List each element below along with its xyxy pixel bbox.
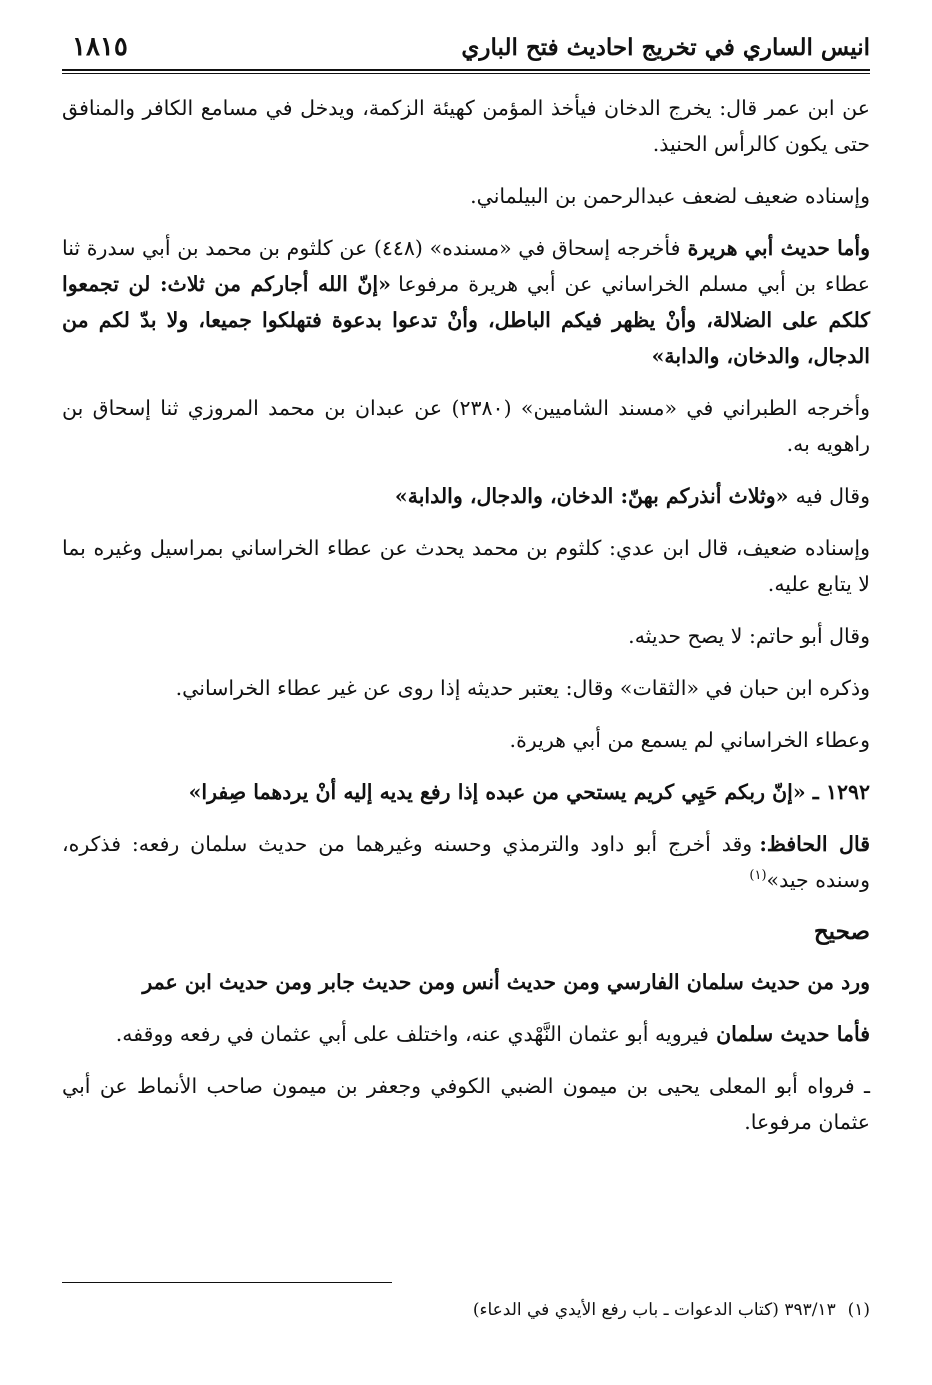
hadith-heading-1292: ١٢٩٢ ـ «إنّ ربكم حَيِي كريم يستحي من عبده إذا رفع يديه إليه أنْ يردهما صِفرا» [188, 780, 870, 804]
paragraph-narrations: ورد من حديث سلمان الفارسي ومن حديث أنس ومن حديث جابر ومن حديث ابن عمر [142, 970, 870, 994]
footnote-reference[interactable]: (١) [749, 868, 767, 884]
paragraph-lead: فأما حديث سلمان [716, 1022, 870, 1046]
paragraph-qala-fihi [62, 478, 870, 514]
paragraph-tabarani: وأخرجه الطبراني في «مسند الشاميين» (٢٣٨٠) عن عبدان بن محمد المروزي ثنا إسحاق بن راهويه به. [62, 396, 871, 456]
header-rule [62, 69, 870, 71]
page [62, 30, 870, 1360]
page-number: ١٨١٥ [72, 32, 128, 62]
main-text [62, 90, 870, 1156]
paragraph-isnad-weak: وإسناده ضعيف لضعف عبدالرحمن بن البيلماني. [470, 184, 870, 208]
paragraph-text: وقد أخرج أبو داود والترمذي وحسنه وغيرهما من حديث سلمان رفعه: فذكره، وسنده جيد» [62, 832, 870, 892]
paragraph-abu-hurayra [62, 230, 870, 374]
book-title: انيس الساري في تخريج احاديث فتح الباري [461, 34, 870, 61]
paragraph-abu-hatim: وقال أبو حاتم: لا يصح حديثه. [628, 624, 870, 648]
paragraph-salman [62, 1016, 870, 1052]
paragraph-lead: قال الحافظ: [759, 832, 870, 856]
paragraph-hafiz [62, 826, 870, 898]
paragraph-lead: وأما حديث أبي هريرة [687, 236, 870, 260]
paragraph-ibn-hibban: وذكره ابن حبان في «الثقات» وقال: يعتبر حديثه إذا روى عن غير عطاء الخراساني. [175, 676, 870, 700]
header-rule-thin [62, 73, 870, 74]
paragraph-ibn-umar: عن ابن عمر قال: يخرج الدخان فيأخذ المؤمن كهيئة الزكمة، ويدخل في مسامع الكافر والمنافق حتى يكون كالرأس الحنيذ. [62, 96, 870, 156]
paragraph-ata: وعطاء الخراساني لم يسمع من أبي هريرة. [509, 728, 870, 752]
section-heading-sahih: صحيح [813, 918, 870, 945]
footnote-marker: (١) [847, 1300, 870, 1320]
running-header [62, 30, 870, 72]
paragraph-text: فأخرجه إسحاق في «مسنده» (٤٤٨) عن كلثوم بن محمد بن أبي سدرة ثنا عطاء بن أبي مسلم الخراساني عن أبي هريرة مرفوعا [62, 236, 870, 296]
paragraph-text: فيرويه أبو عثمان النَّهْدي عنه، واختلف على أبي عثمان في رفعه ووقفه. [115, 1022, 709, 1046]
hadith-quote: «وثلاث أنذركم بهنّ: الدخان، والدجال، والدابة» [394, 484, 789, 508]
hadith-quote: «إنّ الله أجاركم من ثلاث: لن تجمعوا كلكم على الضلالة، وأنْ يظهر فيكم الباطل، وأنْ تدعوا بدعوة فتهلكوا جميعا، ولا بدّ لكم من الدجال، والدخان، والدابة» [62, 272, 870, 368]
paragraph-text: وقال فيه [795, 484, 870, 508]
footnote [62, 1296, 870, 1324]
paragraph-ibn-adi: وإسناده ضعيف، قال ابن عدي: كلثوم بن محمد يحدث عن عطاء الخراساني بمراسيل وغيره بما لا يتابع عليه. [62, 536, 870, 596]
footnote-text: ٣٩٣/١٣ (كتاب الدعوات ـ باب رفع الأيدي في الدعاء) [472, 1300, 836, 1320]
footnote-rule [62, 1282, 392, 1283]
paragraph-abu-al-mualla: ـ فرواه أبو المعلى يحيى بن ميمون الضبي الكوفي وجعفر بن ميمون صاحب الأنماط عن أبي عثمان مرفوعا. [62, 1074, 870, 1134]
